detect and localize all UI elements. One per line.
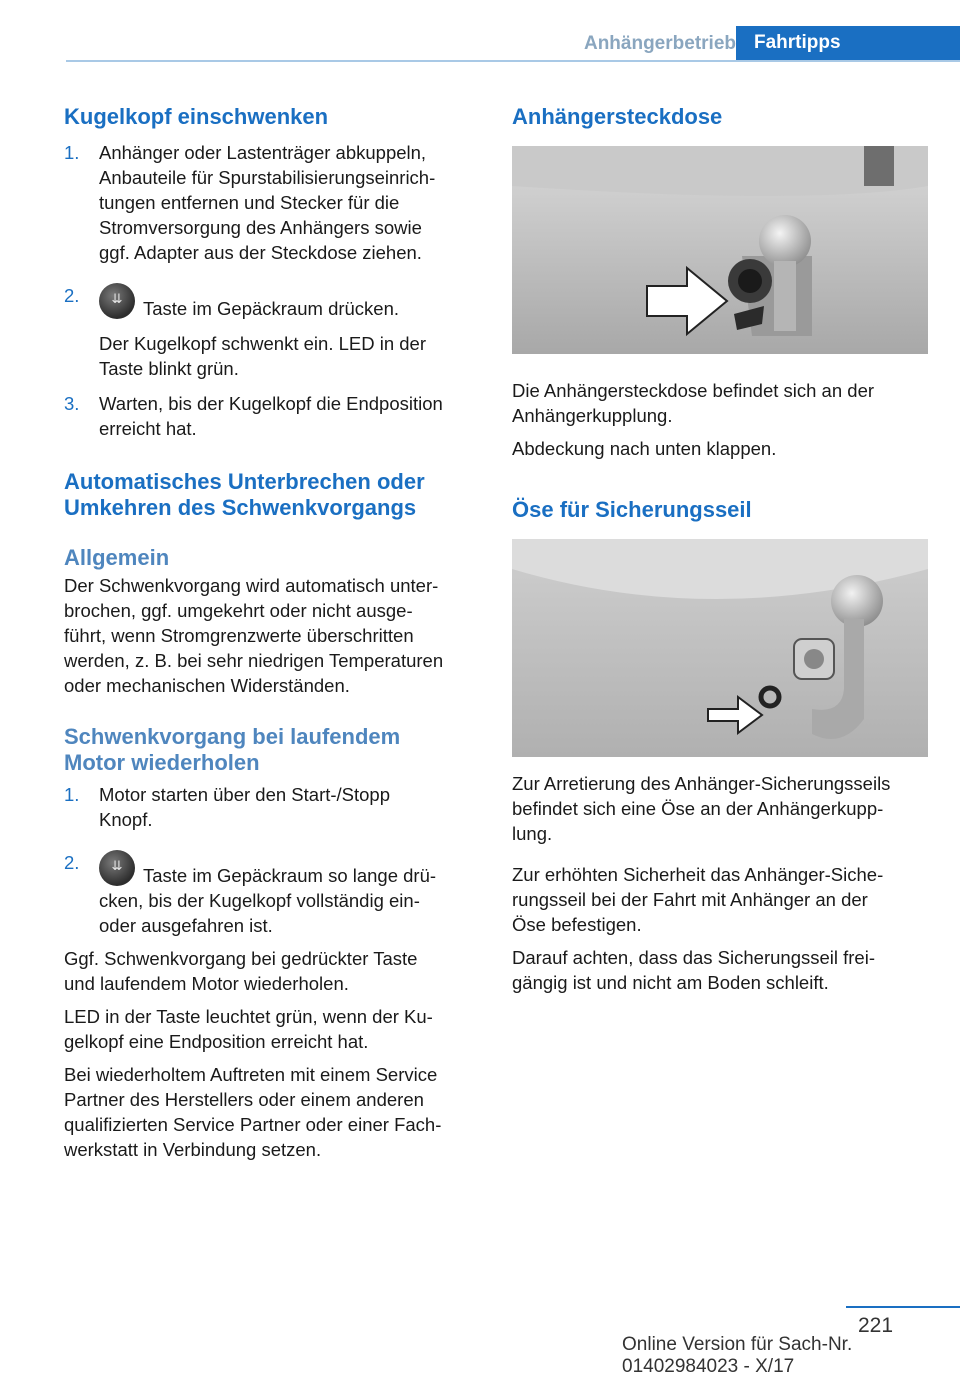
step-number: 2. [64, 285, 80, 306]
text-line: Bei wiederholtem Auftreten mit einem Service [64, 1064, 438, 1085]
heading-allgemein: Allgemein [64, 545, 170, 570]
step-text: Der Kugelkopf schwenkt ein. LED in der [99, 333, 427, 354]
allgemein-paragraph [64, 573, 476, 698]
safety-eye-illustration [512, 539, 928, 757]
text-line: Darauf achten, dass das Sicherungsseil frei- [512, 947, 875, 968]
step-text: Warten, bis der Kugelkopf die Endposition [99, 393, 443, 414]
step-text: Taste im Gepäckraum so lange drü- [143, 865, 437, 886]
footer-rule [846, 1306, 960, 1308]
step-line [99, 283, 476, 321]
text-line: werkstatt in Verbindung setzen. [64, 1139, 322, 1160]
step-line [99, 850, 476, 888]
text-line: Der Schwenkvorgang wird automatisch unter- [64, 575, 439, 596]
safety-eye-drawing [512, 539, 928, 757]
text-line: Anhängerkupplung. [512, 405, 673, 426]
step-text: erreicht hat. [99, 418, 197, 439]
text-line: Zur Arretierung des Anhänger-Sicherungsseils [512, 773, 891, 794]
text-line: Partner des Herstellers oder einem anderen [64, 1089, 424, 1110]
text-line: gängig ist und nicht am Boden schleift. [512, 972, 829, 993]
list-item [64, 850, 476, 938]
text-line: führt, wenn Stromgrenzwerte überschritten [64, 625, 414, 646]
oese-paragraph-1 [512, 771, 928, 846]
text-line: rungsseil bei der Fahrt mit Anhänger an der [512, 889, 868, 910]
text-line: Zur erhöhten Sicherheit das Anhänger-Siche- [512, 864, 884, 885]
step-number: 3. [64, 393, 80, 414]
oese-paragraph-3 [512, 945, 928, 995]
paragraph-service [64, 1062, 476, 1162]
text-line: oder mechanischen Widerständen. [64, 675, 350, 696]
step-text: Motor starten über den Start-/Stopp [99, 784, 391, 805]
steckdose-paragraph-1 [512, 378, 928, 428]
step-text: cken, bis der Kugelkopf vollständig ein- [99, 890, 420, 911]
text-line: gelkopf eine Endposition erreicht hat. [64, 1031, 369, 1052]
step-number: 1. [64, 784, 80, 805]
text-line: Ggf. Schwenkvorgang bei gedrückter Taste [64, 948, 418, 969]
step-text: oder ausgefahren ist. [99, 915, 273, 936]
list-item [64, 391, 476, 441]
step-text: Anbauteile für Spurstabilisierungseinrich- [99, 167, 436, 188]
steps-wiederholen [64, 782, 476, 938]
heading-line: Umkehren des Schwenkvorgangs [64, 495, 417, 520]
oese-paragraph-2 [512, 862, 928, 937]
step-text: Taste im Gepäckraum drücken. [143, 298, 400, 319]
trailer-socket-illustration [512, 146, 928, 354]
step-text: ggf. Adapter aus der Steckdose ziehen. [99, 242, 422, 263]
heading-schwenkvorgang-wiederholen [64, 724, 476, 776]
trailer-socket-drawing [512, 146, 928, 354]
right-column [512, 100, 928, 995]
step-number: 2. [64, 852, 80, 873]
step-text: Stromversorgung des Anhängers sowie [99, 217, 422, 238]
text-line: LED in der Taste leuchtet grün, wenn der Ku- [64, 1006, 433, 1027]
heading-oese: Öse für Sicherungsseil [512, 497, 752, 522]
step-text: Taste blinkt grün. [99, 358, 239, 379]
tow-hitch-button-icon: ⇊ [99, 850, 135, 886]
heading-line: Schwenkvorgang bei laufendem [64, 724, 401, 749]
heading-line: Automatisches Unterbrechen oder [64, 469, 425, 494]
tab-fahrtipps[interactable]: Fahrtipps [736, 26, 960, 62]
left-column [64, 100, 476, 1162]
list-item [64, 140, 476, 265]
steckdose-paragraph-2: Abdeckung nach unten klappen. [512, 438, 777, 459]
online-version-note: Online Version für Sach-Nr. 01402984023 - X/17 [622, 1334, 853, 1377]
heading-automatisches-unterbrechen [64, 469, 476, 521]
step-text: Anhänger oder Lastenträger abkuppeln, [99, 142, 427, 163]
paragraph-ggf [64, 946, 476, 996]
text-line: werden, z. B. bei sehr niedrigen Temperaturen [64, 650, 444, 671]
text-line: befindet sich eine Öse an der Anhängerkupp- [512, 798, 884, 819]
step-text: tungen entfernen und Stecker für die [99, 192, 400, 213]
text-line: Die Anhängersteckdose befindet sich an der [512, 380, 875, 401]
text-line: qualifizierten Service Partner oder einer Fach- [64, 1114, 442, 1135]
header-rule [66, 60, 960, 62]
heading-line: Motor wiederholen [64, 750, 260, 775]
text-line: und laufendem Motor wiederholen. [64, 973, 349, 994]
step-number: 1. [64, 142, 80, 163]
list-item [64, 283, 476, 381]
tow-hitch-button-icon: ⇊ [99, 283, 135, 319]
tab-anhaengerbetrieb[interactable]: Anhängerbetrieb [583, 33, 736, 54]
text-line: lung. [512, 823, 553, 844]
paragraph-led [64, 1004, 476, 1054]
steps-einschwenken [64, 140, 476, 441]
heading-anhaengersteckdose: Anhängersteckdose [512, 104, 723, 129]
step-text: Knopf. [99, 809, 153, 830]
page-number: 221 [858, 1314, 894, 1337]
heading-kugelkopf-einschwenken: Kugelkopf einschwenken [64, 104, 329, 129]
list-item [64, 782, 476, 832]
text-line: brochen, ggf. umgekehrt oder nicht ausge- [64, 600, 413, 621]
text-line: Öse befestigen. [512, 914, 642, 935]
